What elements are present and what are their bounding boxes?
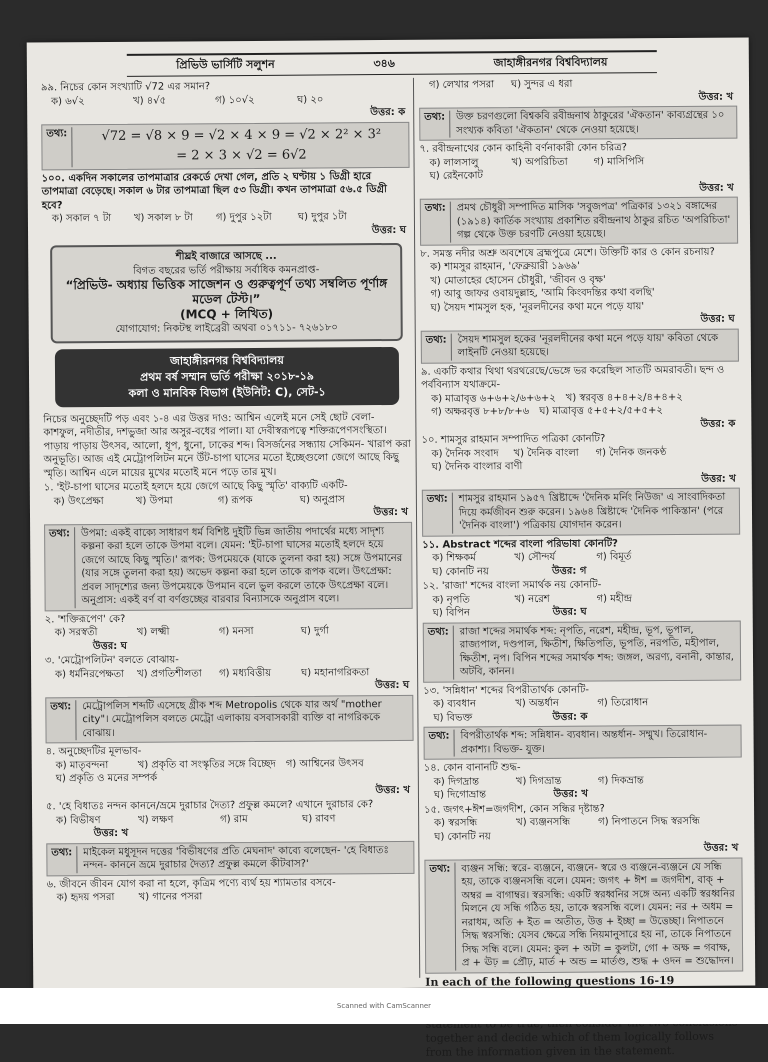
question-1 — [44, 479, 413, 611]
explanation-text: উক্ত চরণগুলো বিশ্বকবি রবীন্দ্রনাথ ঠাকুরের 'ঐকতান' কাব্যগ্রন্থের ১০ সংখ্যক কবিতা 'ঐকতান' থেকে নেওয়া হয়েছে। — [456, 109, 725, 137]
right-column — [419, 76, 744, 1060]
option: ঘ) মাত্রাবৃত্ত ৫+৫+২/৫+৫+২ — [539, 405, 663, 417]
option: খ) অন্তর্ধান — [515, 697, 560, 710]
question-text: ৬. জীবনে জীবন যোগ করা না হলে, কৃত্রিম পণ্যে ব্যর্থ হয় শ্যামতার বসবে- — [46, 876, 336, 890]
answer: উত্তর: ঘ — [371, 224, 407, 236]
formula-line: √72 = √8 × 9 = √2 × 4 × 9 = √2 × 2² × 3² — [101, 126, 382, 144]
explanation-box — [419, 106, 737, 141]
ad-title: “প্রিভিউ- অধ্যায় ভিত্তিক সাজেশন ও গুরুত্বপূর্ণ তথ্য সম্বলিত পূর্ণাঙ্গ মডেল টেস্ট।” — [65, 276, 388, 307]
question-6 — [47, 875, 415, 905]
question-text: ৩. 'মেট্রোপলিটন' বলতে বোঝায়- — [44, 654, 179, 667]
explanation-tag: তথ্য: — [425, 202, 451, 243]
option: খ) স্বরবৃত্ত ৪+৪+২/৪+৪+২ — [565, 391, 683, 404]
explanation-box — [422, 488, 740, 537]
question-14 — [424, 760, 742, 803]
question-5 — [46, 798, 415, 876]
option: গ) রাম — [220, 813, 248, 825]
option: ক) ধর্মনিরপেক্ষতা — [55, 668, 125, 680]
option: ঘ) মহানাগরিকতা — [301, 666, 370, 679]
option: গ) মনসা — [218, 625, 254, 638]
question-text: ১৩. 'সন্নিধান' শব্দের বিপরীতার্থক কোনটি- — [423, 684, 590, 697]
option: খ) প্রকৃতি বা সংস্কৃতির সঙ্গে বিচ্ছেদ — [137, 758, 276, 771]
question-text: ২. 'শক্তিরূপেণ' কে? — [44, 613, 126, 625]
ad-contact: যোগাযোগ: নিকটস্থ লাইব্রেরী অথবা ০১৭১১- ৭২৬১৮০ — [115, 322, 338, 335]
exam-banner — [55, 346, 399, 406]
option: ক) শিক্ষকর্ম — [432, 552, 476, 564]
question-text: ৭. রবীন্দ্রনাথের কোন কাহিনী বর্ণনাকারী কোন চরিত্র? — [419, 142, 627, 155]
question-13 — [423, 682, 742, 760]
option: ক) সকাল ৭ টা — [51, 212, 112, 225]
option: ক) ৬√২ — [51, 95, 85, 107]
question-text: ১১. Abstract শব্দের বাংলা পরিভাষা কোনটি? — [422, 537, 618, 551]
explanation-text: সৈয়দ শামসুল হকের 'নূরলদীনের কথা মনে পড়ে যায়' কবিতা থেকে লাইনটি নেওয়া হয়েছে। — [457, 332, 719, 359]
banner-unit: কলা ও মানবিক বিভাগ (ইউনিট: C), সেট-১ — [128, 384, 326, 400]
option: খ) মোতাহের হোসেন চৌধুরী, 'জীবন ও বৃক্ষ' — [430, 273, 606, 287]
explanation-box — [46, 840, 414, 876]
option: ক) উৎপ্রেক্ষা — [53, 495, 104, 507]
explanation-box — [421, 328, 739, 363]
answer: উত্তর: খ — [698, 91, 734, 103]
question-text: ৯. একটি কথার থিথা থরথরেছে/ভেঙ্গে ভর করেছিল সাতটি অমরাবতী। ছন্দ ও পর্ববিন্যাস যথাক্রমে- — [420, 364, 725, 391]
option: গ) ১০√২ — [215, 94, 255, 106]
option: গ) দুপুর ১২টা — [215, 211, 272, 224]
option: গ) আশ্বিনের উৎসব — [285, 757, 364, 770]
ad-line: বিগত বছরের ভর্তি পরীক্ষায় সর্বাধিক কমনপ্রাপ্ত- — [133, 263, 320, 277]
option: ক) মাত্রাবৃত্ত ৬+৬+২/৬+৬+২ — [431, 392, 556, 405]
option: গ) বিমূর্ত — [596, 551, 632, 563]
ad-soon: শীঘ্রই বাজারে আসছে ... — [175, 250, 277, 263]
option: গ) মাসিপিসি — [593, 155, 645, 168]
option: ঘ) বিভক্ত — [433, 711, 473, 724]
answer: উত্তর: খ — [93, 827, 129, 840]
explanation-tag: তথ্য: — [51, 846, 77, 873]
question-text: ১০. শামসুর রাহমান সম্পাদিত পত্রিকা কোনটি? — [421, 433, 606, 446]
explanation-text: শামসুর রাহমান ১৯৫৭ খ্রিষ্টাব্দে 'দৈনিক মর্নিং নিউজ' এ সাংবাদিকতা দিয়ে কর্মজীবন শুরু করেন। ১৯৬৪ খ্রিষ্টাব্দে 'দৈনিক পাকিস্তান' (পরে 'দৈনিক বাংলা') পত্রিকায় যোগদান করেন। — [458, 491, 726, 532]
option: ক) শামসুর রাহমান, 'ফেব্রুয়ারী ১৯৬৯' — [430, 260, 580, 273]
explanation-text: প্রমথ চৌধুরী সম্পাদিত মাসিক 'সবুজপত্র' পত্রিকার ১৩২১ বঙ্গাব্দের (১৯১৪) কার্তিক সংখ্যায় প্রকাশিত রবীন্দ্রনাথ ঠাকুর রচিত 'অপরিচিতা' গল্প থেকে উক্ত চরণটি নেওয়া হয়েছে। — [456, 200, 731, 241]
option: ক) মাতৃবন্দনা — [55, 759, 109, 771]
explanation-tag: তথ্য: — [428, 625, 454, 679]
option: গ) দৈনিক জনকণ্ঠ — [595, 446, 667, 459]
answer: উত্তর: খ — [703, 842, 739, 854]
answer: উত্তর: খ — [701, 473, 736, 485]
option: ঘ) কোনটি নয় — [434, 830, 491, 843]
answer: উত্তর: খ — [373, 506, 409, 519]
question-text: ৯৯. নিচের কোন সংখ্যাটি √72 এর সমান? — [40, 81, 211, 94]
option: গ) তিরোধান — [597, 697, 649, 709]
scanner-label: Scanned with CamScanner — [336, 1002, 432, 1010]
english-heading: In each of the following questions 16-19 — [425, 973, 675, 989]
explanation-tag: তথ্য: — [50, 700, 76, 741]
explanation-tag: তথ্য: — [429, 730, 455, 757]
option: খ) অপরিচিতা — [511, 156, 568, 168]
option: খ) সৌন্দর্য — [514, 551, 556, 564]
question-2 — [45, 610, 413, 653]
question-text: ১০০. একদিন সকালের তাপমাত্রার রেকর্ডে দেখা গেল, প্রতি ২ ঘণ্টায় ১ ডিগ্রী হারে তাপমাত্রা বেড়েছে। সকাল ৬ টার তাপমাত্রা ছিল ৫৩ ডিগ্রী। কখন তাপমাত্রা ৫৬.৫ ডিগ্রী হবে? — [41, 170, 387, 211]
question-text: ১২. 'রাজা' শব্দের বাংলা সমার্থক নয় কোনটি- — [422, 579, 602, 592]
option: ক) হৃদয় পসরা — [56, 891, 115, 904]
option: গ) মধ্যবিত্তীয় — [219, 667, 272, 679]
question-3 — [45, 652, 414, 744]
english-body: together and decide which of them logically follows from the information given in the statement. — [425, 1029, 714, 1059]
option: ক) লালসালু — [429, 156, 479, 169]
banner-university: জাহাঙ্গীরনগর বিশ্ববিদ্যালয় — [169, 353, 284, 368]
option: ক) ব্যবধান — [433, 698, 476, 710]
option: খ) দিগভ্রান্ত — [515, 775, 562, 787]
explanation-box — [420, 197, 738, 246]
page-number: ৩৪৬ — [373, 56, 395, 70]
option: ঘ) ২০ — [297, 93, 324, 106]
option: খ) ব্যঞ্জনসন্ধি — [516, 816, 571, 829]
explanation-box — [424, 857, 743, 973]
explanation-text: মেট্রোপলিস শব্দটি এসেছে গ্রীক শব্দ Metropolis থেকে যার অর্থ "mother city"। মেট্রোপলিস বলতে মেট্রো এলাকায় বসবাসকারী ব্যক্তি বা নাগরিককে বোঝায়। — [82, 698, 382, 739]
explanation-text: উপমা: একই বাক্যে সাধারণ ধর্ম বিশিষ্ট দুইটি ভিন্ন জাতীয় পদার্থের মধ্যে সাদৃশ্য কল্পনা করা হলে তাকে উপমা বলে। যেমন: 'ইট-চাপা ঘাসের মতোই হলদে হয়ে জেগে আছে কিছু স্মৃতি।' রূপক: উপমেয়কে (যাকে তুলনা করা হয়) সঙ্গে উপমানের (যার সঙ্গে তুলনা করা হয়) অভেদ কল্পনা করা হলে তাকে রূপক বলে। উৎপ্রেক্ষা: প্রবল সাদৃশ্যের জন্য উপমেয়কে উপমান বলে ভুল করলে তাকে উৎপ্রেক্ষা বলে। অনুপ্রাস: একই বর্ণ বা বর্ণগুচ্ছের বারবার বিন্যাসকে অনুপ্রাস বলে। — [80, 525, 403, 607]
answer: উত্তর: ঘ — [92, 640, 127, 652]
explanation-box — [44, 521, 413, 611]
answer: উত্তর: ক — [370, 106, 406, 119]
header-right: জাহাঙ্গীরনগর বিশ্ববিদ্যালয় — [493, 54, 608, 69]
page-header — [127, 50, 657, 77]
option: গ) মহীন্দ্র — [596, 592, 633, 605]
option: ঘ) অনুপ্রাস — [299, 493, 345, 506]
option: ঘ) বিপিন — [432, 607, 471, 619]
option: ক) নৃপতি — [432, 593, 470, 606]
option: ঘ) দুর্গা — [300, 625, 329, 637]
left-column — [41, 78, 415, 906]
option: খ) নরেশ — [514, 593, 550, 605]
explanation-box — [41, 121, 409, 170]
option: ক) দিগদ্রান্ত — [433, 775, 480, 788]
answer: উত্তর: ক — [700, 418, 736, 430]
option: খ) গানের পসরা — [138, 891, 203, 903]
option: খ) দৈনিক বাংলা — [513, 447, 579, 459]
explanation-tag: তথ্য: — [424, 111, 450, 138]
option: ক) দৈনিক সংবাদ — [431, 447, 499, 460]
explanation-tag: তথ্য: — [427, 493, 453, 534]
question-12 — [422, 578, 741, 683]
question-text: ১৪. কোন বানানটি শুদ্ধ- — [423, 762, 521, 774]
ad-subtitle: (MCQ + লিখিত) — [180, 306, 274, 322]
option: গ) লেখার পসরা — [428, 79, 495, 91]
question-text: ৮. সমস্ত নদীর অশ্রু অবশেষে ব্রহ্মপুত্রে মেশে। উক্তিটি কার ও কোন রচনায়? — [420, 246, 715, 260]
option: ঘ) রাবণ — [302, 812, 336, 825]
advertisement-box — [50, 243, 403, 343]
option: খ) উপমা — [135, 495, 173, 507]
option: ঘ) দৈনিক বাংলার বাণী — [431, 461, 523, 473]
option: ক) সরস্বতী — [54, 627, 98, 639]
option: গ) দিকভ্রান্ত — [597, 774, 644, 787]
answer: উত্তর: ঘ — [700, 313, 735, 325]
question-text: ৫. 'হে বিধাতঃ নন্দন কাননে/ভ্রমে দুরাচার দৈত্য? প্রফুল্ল কমলে? এখানে দুরাচার কে? — [45, 799, 374, 813]
question-8 — [420, 245, 739, 363]
question-text: ৪. অনুচ্ছেদটির মূলভাব- — [45, 745, 142, 758]
question-11 — [422, 536, 740, 579]
passage: নিচের অনুচ্ছেদটি পড় এবং ১-৪ এর উত্তর দাও: আশ্বিন এলেই মনে সেই ছোট বেলা- কাশফুল, নদীতীর, দশভুজা আর অসুর-বধের পালা। যা দেবীস্বরূপত্বে শক্তিরূপেণসংস্থিতা। পাড়ায় পাড়ায় উৎসব, আলো, ধূপ, ধুনো, ঢাকের শব্দ। বিসর্জনের সন্ধ্যায় সেকিমন- খারাপ করা অনুভূতি। আজ এই মেট্রোপলিটন মনে উঁট-চাপা ঘাসের মতো ইচ্ছেগুলো জেগে আছে কিছু স্মৃতি। আশ্বিন এলে মায়ের মুখের মতোই মনে পড়ে তার মুখ। — [43, 411, 411, 479]
option: ঘ) কোনটি নয় — [432, 565, 489, 578]
question-4 — [46, 743, 414, 800]
option: গ) নিপাতনে সিদ্ধ স্বরসন্ধি — [598, 815, 700, 828]
scanner-footer — [0, 988, 768, 1024]
explanation-box — [423, 725, 741, 760]
explanation-tag: তথ্য: — [429, 862, 456, 970]
banner-exam: প্রথম বর্ষ সম্মান ভর্তি পরীক্ষা ২০১৮-১৯ — [140, 369, 314, 384]
answer: উত্তর: ক — [552, 711, 588, 723]
option: গ) অক্ষরবৃত্ত ৮+৮/৮+৬ — [431, 406, 530, 418]
explanation-text: মাইকেল মধুসূদন দত্তের 'বিভীষণের প্রতি মেঘনাদ' কাব্যে বলেছেন- 'হে বিধাতঃ নন্দন- কাননে ভ্রমে দুরাচার দৈত্য? প্রফুল্ল কমলে কীটবাস?' — [83, 844, 389, 872]
option: ঘ) দিগোভ্রান্ত — [433, 789, 486, 801]
question-7 — [419, 141, 738, 246]
option: ঘ) প্রকৃতি ও মনের সম্পর্ক — [55, 772, 158, 785]
explanation-box — [45, 694, 413, 743]
option: খ) প্রগতিশীলতা — [137, 667, 202, 680]
question-100 — [42, 169, 410, 239]
question-6-continued — [419, 77, 737, 141]
option: খ) সকাল ৮ টা — [133, 212, 193, 224]
question-text: ১. 'ইট-চাপা ঘাসের মতোই হলদে হয়ে জেগে আছে কিছু স্মৃতি' বাক্যটি একটি- — [43, 480, 348, 494]
explanation-text: রাজা শব্দের সমার্থক শব্দ: নৃপতি, নরেশ, মহীন্দ্র, ভূপ, ভূপাল, রাজ্যপাল, দণ্ডপাল, ক্ষিতীশ, ক্ষিতিপতি, ভূপতি, নরপতি, মহীপাল, ক্ষিতীশ, নৃপ। বিপিন শব্দের সমার্থক শব্দ: জঙ্গল, অরণ্য, বনানী, কান্তার, অটবি, কানন। — [459, 624, 734, 678]
explanation-box — [423, 620, 741, 682]
option: খ) লক্ষণ — [138, 814, 174, 826]
explanation-text: ব্যঞ্জন সন্ধি: স্বরে- ব্যঞ্জনে, ব্যঞ্জনে- স্বরে ও ব্যঞ্জনে-ব্যঞ্জনে যে সন্ধি হয়, তাকে ব্যঞ্জনসন্ধি বলে। যেমন: জগৎ + ঈশ = জগদীশ, বাক্ + অম্বর = বাগাম্বর। স্বরসন্ধি: একটি স্বরধ্বনির সঙ্গে অন্য একটি স্বরধ্বনির মিলনে যে সন্ধি গঠিত হয়, তাকে স্বরসন্ধি বলে। যেমন: নর + অধম = নরাধম, অতি + ইত = অতীত, উত্ত + ইচ্ছা = উত্তেচ্ছা। নিপাতনে সিদ্ধ স্বরসন্ধি: যেসব ক্ষেত্রে সন্ধি নিয়মানুসারে হয় না, তাকে নিপাতনে সিদ্ধ সন্ধি বলে। যেমন: কুল + অটা = কুলটা, গো + অক্ষ = গবাক্ষ, প্র + ঊঢ় = প্রৌঢ়, মার্ত + অন্ড = মার্তণ্ড, শুদ্ধ + ওদন = শুদ্ধোদন। — [461, 861, 735, 969]
option: ক) স্বরসন্ধি — [434, 817, 478, 829]
option: ঘ) রেইনকোট — [429, 170, 484, 182]
answer: উত্তর: ঘ — [375, 679, 410, 692]
question-15 — [424, 801, 743, 973]
option: ঘ) সুন্দর এ ধরা — [510, 78, 573, 91]
explanation-tag: তথ্য: — [46, 127, 72, 167]
answer: উত্তর: খ — [375, 784, 410, 796]
option: ঘ) সৈয়দ শামসুল হক, 'নূরলদীনের কথা মনে পড়ে যায়' — [430, 300, 645, 314]
question-10 — [421, 432, 740, 537]
question-9 — [421, 363, 739, 433]
question-99 — [41, 79, 410, 170]
answer: উত্তর: ঘ — [552, 606, 587, 618]
option: গ) আবু জাফর ওবায়দুল্লাহ, 'আমি কিংবদন্তির কথা বলছি' — [430, 287, 655, 300]
explanation-tag: তথ্য: — [426, 333, 452, 360]
answer: উত্তর: খ — [553, 788, 588, 800]
option: খ) লক্ষ্মী — [136, 626, 170, 638]
option: খ) ৪√৫ — [133, 95, 167, 107]
explanation-text: বিপরীতার্থক শব্দ: সন্নিধান- ব্যবধান। অন্তর্ধান- সম্মুখ। তিরোধান- প্রকাশ্য। বিভক্ত- যুক্ত। — [460, 728, 708, 756]
explanation-tag: তথ্য: — [49, 527, 75, 608]
answer: উত্তর: গ — [551, 565, 587, 577]
option: ঘ) দুপুর ১টা — [297, 211, 347, 223]
option: গ) রূপক — [217, 494, 253, 506]
answer: উত্তর: খ — [699, 182, 734, 194]
option: ক) বিভীষণ — [56, 814, 101, 826]
formula-line: = 2 × 3 × √2 = 6√2 — [176, 147, 307, 163]
question-text: ১৫. জগৎ+ঈশ=জগদীশ, কোন সন্ধির দৃষ্টান্ত? — [424, 803, 605, 816]
header-left: প্রিভিউ ভার্সিটি সলুশন — [176, 57, 275, 71]
